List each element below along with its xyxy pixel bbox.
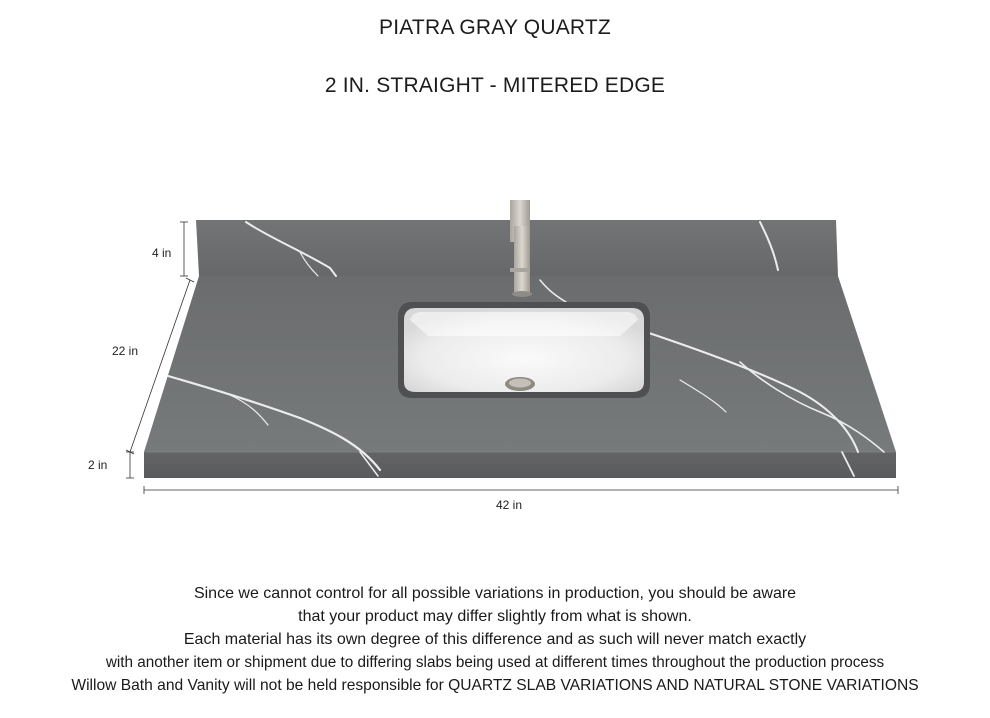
disclaimer-text: [0, 582, 990, 697]
disclaimer-line: that your product may differ slightly from what is shown.: [298, 608, 692, 625]
drain-icon: [505, 377, 535, 391]
countertop-front-edge: [144, 452, 896, 478]
width-label: 42 in: [496, 498, 523, 512]
edge-thickness-label: 2 in: [88, 458, 108, 472]
depth-label: 22 in: [112, 344, 139, 358]
edge-type-subtitle: 2 IN. STRAIGHT - MITERED EDGE: [324, 74, 666, 97]
backsplash-height-label: 4 in: [152, 246, 172, 260]
disclaimer-line: with another item or shipment due to differing slabs being used at different times throughout the production process: [105, 654, 885, 671]
product-title: PIATRA GRAY QUARTZ: [379, 16, 611, 39]
disclaimer-line: Willow Bath and Vanity will not be held responsible for QUARTZ SLAB VARIATIONS AND NATURAL STONE VARIATIONS: [71, 677, 919, 694]
disclaimer-line: Since we cannot control for all possible variations in production, you should be aware: [193, 585, 797, 602]
disclaimer-line: Each material has its own degree of this difference and as such will never match exactly: [183, 631, 807, 648]
